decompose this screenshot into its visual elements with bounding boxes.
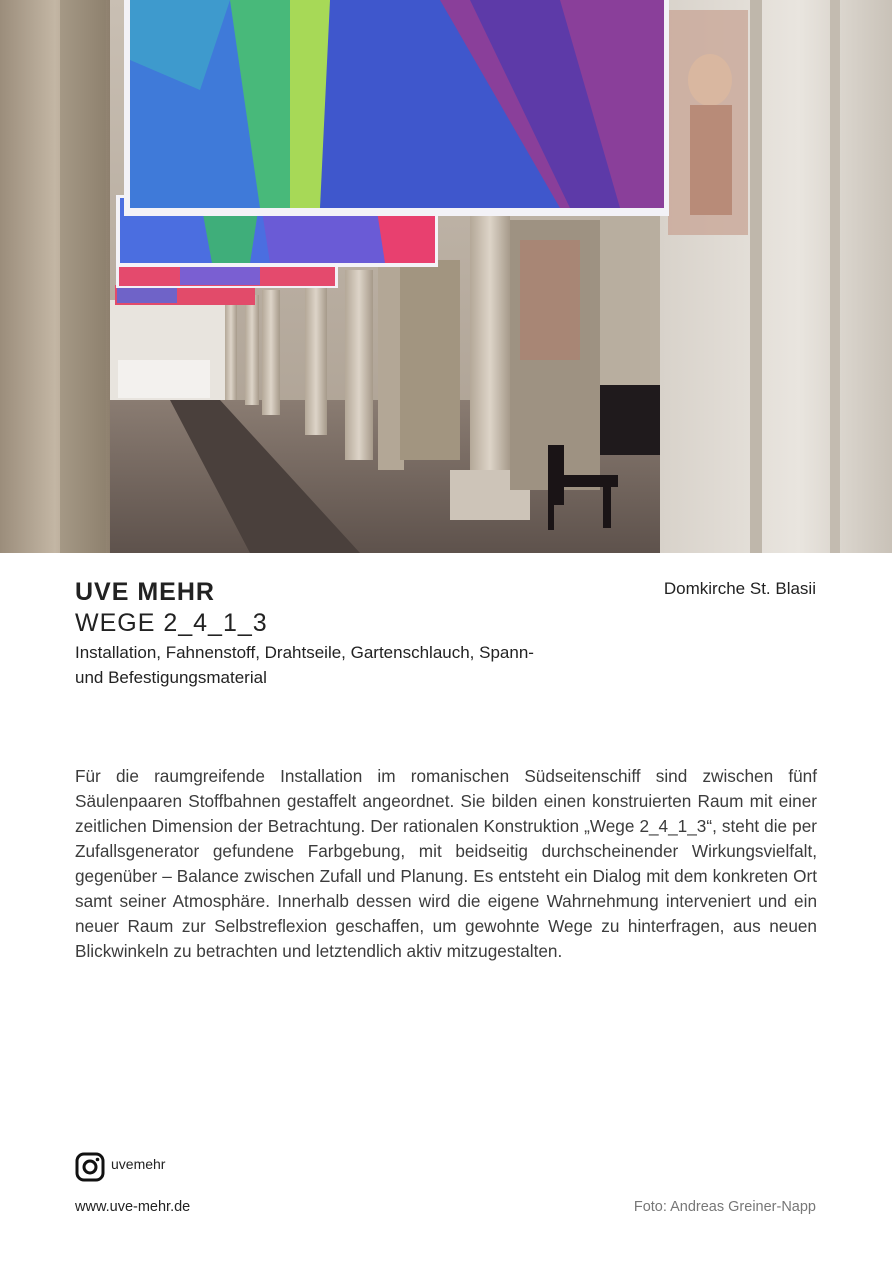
church-nave-illustration xyxy=(0,0,892,553)
location-text: Domkirche St. Blasii xyxy=(663,579,816,598)
header-photo xyxy=(0,0,892,553)
artist-name: UVE MEHR xyxy=(75,578,215,606)
instagram-handle[interactable]: uvemehr xyxy=(111,1156,166,1172)
materials-text: Installation, Fahnenstoff, Drahtseile, Gartenschlauch, Spann- und Befestigungsmaterial xyxy=(75,643,534,687)
description-text: Für die raumgreifende Installation im romanischen Südseitenschiff sind zwischen fünf Säulenpaaren Stoffbahnen gestaffelt angeordnet. Sie bilden einen konstruierten Raum mit einer zeitlichen Dimension der Betrachtung. Der rationalen Konstruktion „Wege 2_4_1_3“, steht die per Zufallsgenerator gefundene Farbgebung, mit beidseitig durchscheinender Wirkungsvielfalt, gegenüber – Balance zwischen Zufall und Planung. Es entsteht ein Dialog mit dem konkreten Ort samt seiner Atmosphäre. Innerhalb dessen wird die eigene Wahrnehmung interveniert und ein neuer Raum zur Selbstreflexion geschaffen, um gewohnte Wege zu hinterfragen, aus neuen Blickwinkeln zu betrachten und letztendlich aktiv mitzugestalten. xyxy=(75,766,817,961)
work-title: WEGE 2_4_1_3 xyxy=(75,609,268,637)
instagram-icon[interactable] xyxy=(75,1152,105,1182)
photo-credit: Foto: Andreas Greiner-Napp xyxy=(633,1199,816,1215)
website-link[interactable]: www.uve-mehr.de xyxy=(75,1199,191,1215)
